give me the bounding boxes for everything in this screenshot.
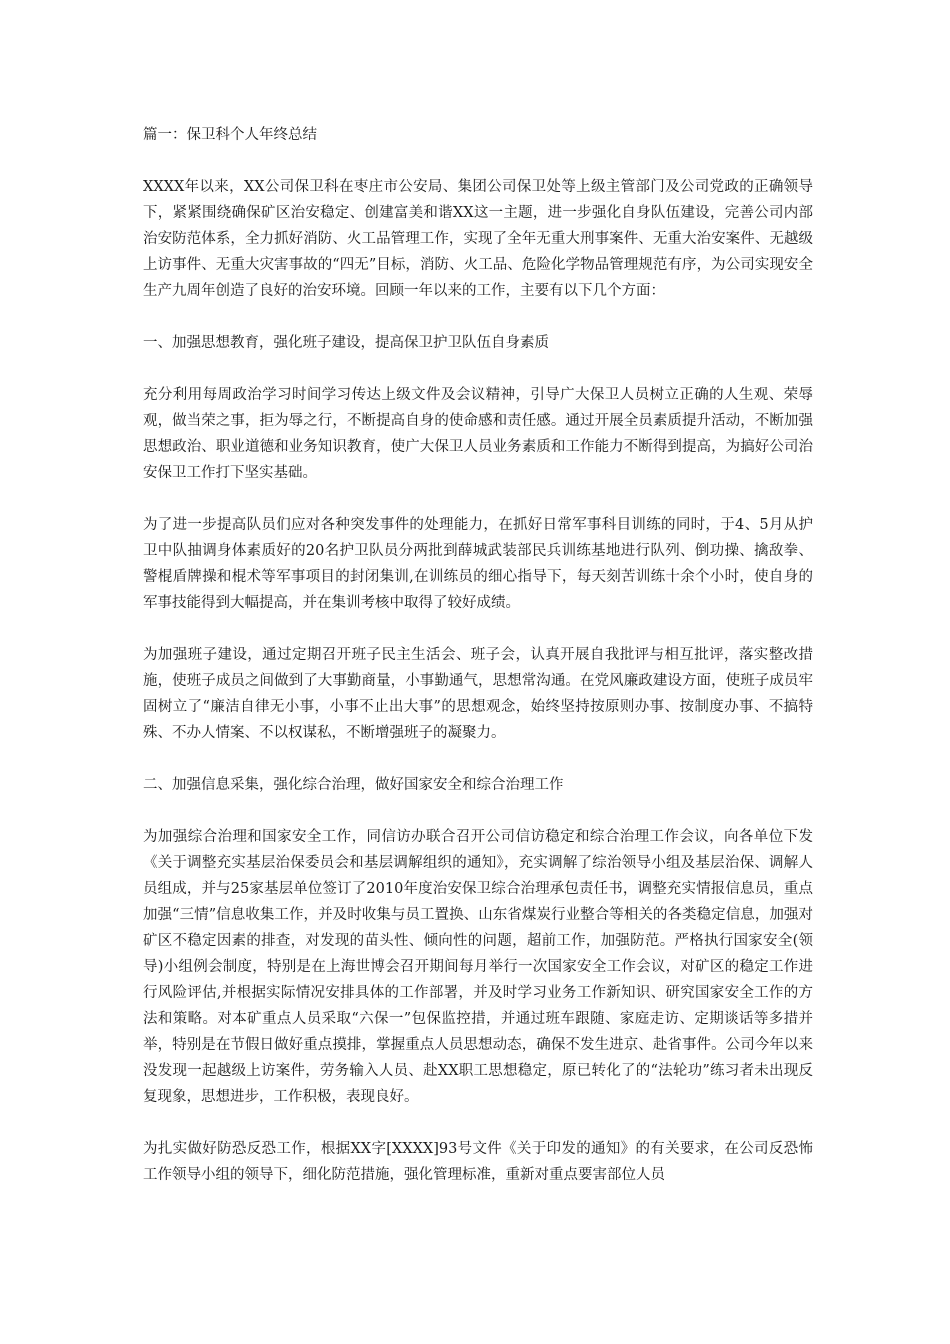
section-heading-1: 一、加强思想教育，强化班子建设，提高保卫护卫队伍自身素质 [143, 335, 549, 351]
section-heading-2: 二、加强信息采集，强化综合治理，做好国家安全和综合治理工作 [143, 777, 564, 793]
body-paragraph: 为扎实做好防恐反恐工作，根据XX字[XXXX]93号文件《关于印发的通知》的有关要求，在公司反恐怖工作领导小组的领导下，细化防范措施，强化管理标准，重新对重点要害部位人员 [143, 1141, 813, 1183]
body-paragraph: 为了进一步提高队员们应对各种突发事件的处理能力，在抓好日常军事科目训练的同时，于4、5月从护卫中队抽调身体素质好的20名护卫队员分两批到薛城武装部民兵训练基地进行队列、倒功操、擒敌拳、警棍盾牌操和棍术等军事项目的封闭集训,在训练员的细心指导下，每天刻苦训练十余个小时，使自身的军事技能得到大幅提高，并在集训考核中取得了较好成绩。 [143, 517, 813, 611]
body-paragraph: 充分利用每周政治学习时间学习传达上级文件及会议精神，引导广大保卫人员树立正确的人生观、荣辱观，做当荣之事，拒为辱之行，不断提高自身的使命感和责任感。通过开展全员素质提升活动，不断加强思想政治、职业道德和业务知识教育，使广大保卫人员业务素质和工作能力不断得到提高，为搞好公司治安保卫工作打下坚实基础。 [143, 387, 813, 481]
body-paragraph: 为加强综合治理和国家安全工作，同信访办联合召开公司信访稳定和综合治理工作会议，向各单位下发《关于调整充实基层治保委员会和基层调解组织的通知》，充实调解了综治领导小组及基层治保、调解人员组成，并与25家基层单位签订了2010年度治安保卫综合治理承包责任书，调整充实情报信息员，重点加强“三情”信息收集工作，并及时收集与员工置换、山东省煤炭行业整合等相关的各类稳定信息，加强对矿区不稳定因素的排查，对发现的苗头性、倾向性的问题，超前工作，加强防范。严格执行国家安全(领导)小组例会制度，特别是在上海世博会召开期间每月举行一次国家安全工作会议，对矿区的稳定工作进行风险评估,并根据实际情况安排具体的工作部署，并及时学习业务工作新知识、研究国家安全工作的方法和策略。对本矿重点人员采取“六保一”包保监控措，并通过班车跟随、家庭走访、定期谈话等多措并举，特别是在节假日做好重点摸排，掌握重点人员思想动态，确保不发生进京、赴省事件。公司今年以来没发现一起越级上访案件，劳务输入人员、赴XX职工思想稳定，原已转化了的“法轮功”练习者未出现反复现象，思想进步，工作积极，表现良好。 [143, 829, 813, 1105]
body-paragraph: 为加强班子建设，通过定期召开班子民主生活会、班子会，认真开展自我批评与相互批评，落实整改措施，使班子成员之间做到了大事勤商量，小事勤通气，思想常沟通。在党风廉政建设方面，使班子成员牢固树立了“廉洁自律无小事，小事不止出大事”的思想观念，始终坚持按原则办事、按制度办事、不搞特殊、不办人情案、不以权谋私，不断增强班子的凝聚力。 [143, 647, 813, 741]
intro-paragraph: XXXX年以来，XX公司保卫科在枣庄市公安局、集团公司保卫处等上级主管部门及公司党政的正确领导下，紧紧围绕确保矿区治安稳定、创建富美和谐XX这一主题，进一步强化自身队伍建设，完善公司内部治安防范体系，全力抓好消防、火工品管理工作，实现了全年无重大刑事案件、无重大治安案件、无越级上访事件、无重大灾害事故的“四无”目标，消防、火工品、危险化学物品管理规范有序，为公司实现安全生产九周年创造了良好的治安环境。回顾一年以来的工作，主要有以下几个方面： [143, 179, 813, 299]
document-page [143, 122, 813, 1214]
document-title: 篇一：保卫科个人年终总结 [143, 127, 317, 143]
